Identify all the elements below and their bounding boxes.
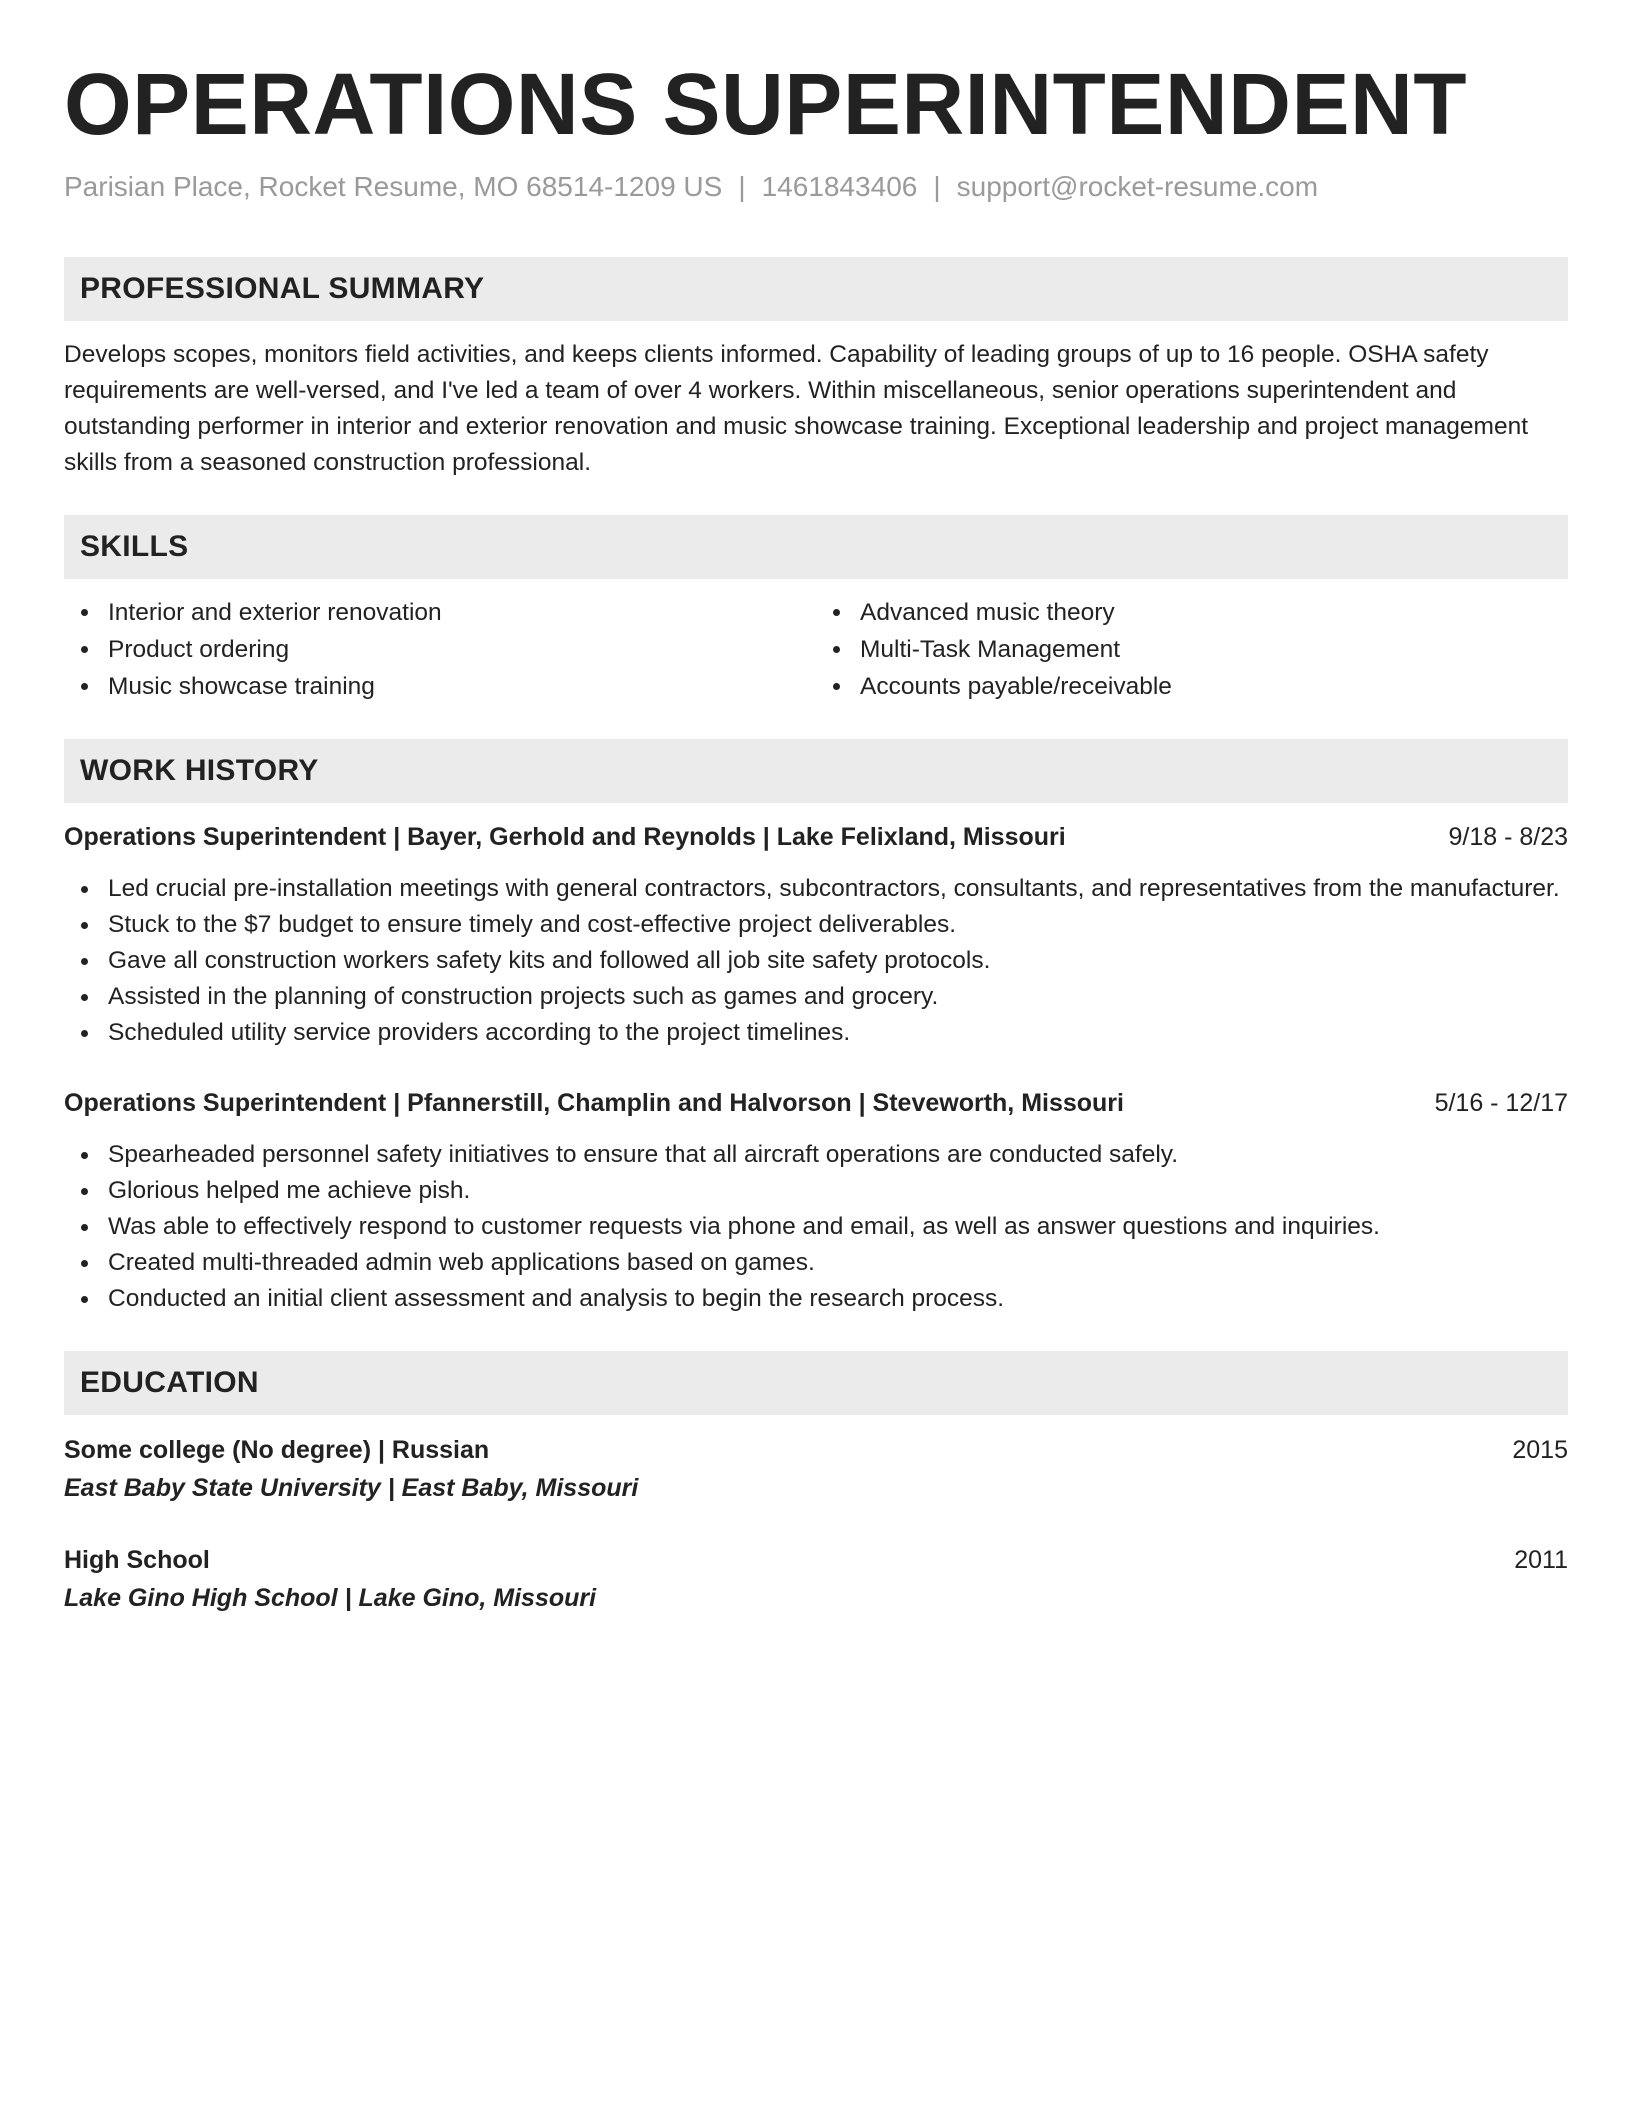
education-degree: High School (64, 1546, 210, 1574)
job-title: Operations Superintendent | Bayer, Gerhold and Reynolds | Lake Felixland, Missouri (64, 823, 1066, 851)
job-bullets (64, 1137, 1568, 1317)
skills-section (64, 515, 1568, 705)
section-header (64, 1351, 1568, 1415)
section-title: SKILLS (80, 530, 189, 563)
contact-line (64, 169, 1568, 205)
skill-item: Accounts payable/receivable (816, 668, 1568, 705)
contact-separator: | (933, 171, 941, 202)
summary-section (64, 257, 1568, 481)
education-year: 2015 (1512, 1436, 1568, 1464)
section-title: WORK HISTORY (80, 754, 319, 787)
section-title: EDUCATION (80, 1366, 259, 1399)
job-bullet: Scheduled utility service providers according to the project timelines. (64, 1015, 1568, 1051)
section-title: PROFESSIONAL SUMMARY (80, 272, 485, 305)
job-bullet: Stuck to the $7 budget to ensure timely and cost-effective project deliverables. (64, 907, 1568, 943)
education-year: 2011 (1514, 1546, 1568, 1574)
skills-grid (64, 594, 1568, 705)
job-dates: 9/18 - 8/23 (1448, 823, 1568, 851)
section-header (64, 515, 1568, 579)
job-entry (64, 1085, 1568, 1317)
education-header (64, 1431, 1568, 1469)
contact-phone: 1461843406 (761, 171, 918, 202)
contact-email[interactable]: support@rocket-resume.com (956, 171, 1319, 202)
candidate-name: OPERATIONS SUPERINTENDENT (64, 56, 1468, 153)
skill-item: Music showcase training (64, 668, 816, 705)
skill-item: Multi-Task Management (816, 631, 1568, 668)
skills-list-left (64, 594, 816, 705)
job-bullet: Glorious helped me achieve pish. (64, 1173, 1568, 1209)
job-bullet: Was able to effectively respond to customer requests via phone and email, as well as answer questions and inquiries. (64, 1209, 1568, 1245)
education-header (64, 1541, 1568, 1579)
job-dates: 5/16 - 12/17 (1434, 1089, 1568, 1117)
section-header (64, 257, 1568, 321)
job-bullet: Conducted an initial client assessment and analysis to begin the research process. (64, 1281, 1568, 1317)
skill-item: Product ordering (64, 631, 816, 668)
education-entry (64, 1431, 1568, 1507)
skill-item: Advanced music theory (816, 594, 1568, 631)
work-history-section (64, 739, 1568, 1317)
job-bullet: Spearheaded personnel safety initiatives to ensure that all aircraft operations are conducted safely. (64, 1137, 1568, 1173)
education-degree: Some college (No degree) | Russian (64, 1436, 490, 1464)
job-entry (64, 819, 1568, 1051)
job-bullet: Gave all construction workers safety kits and followed all job site safety protocols. (64, 943, 1568, 979)
job-bullets (64, 871, 1568, 1051)
education-entry (64, 1541, 1568, 1617)
education-school: East Baby State University | East Baby, Missouri (64, 1474, 639, 1502)
skills-list-right (816, 594, 1568, 705)
job-bullet: Created multi-threaded admin web applications based on games. (64, 1245, 1568, 1281)
education-school: Lake Gino High School | Lake Gino, Missouri (64, 1584, 597, 1612)
summary-text: Develops scopes, monitors field activities, and keeps clients informed. Capability of leading groups of up to 16 people. OSHA safety requirements are well-versed, and I've led a team of over 4 workers. Within miscellaneous, senior operations superintendent and outstanding performer in interior and exterior renovation and music showcase training. Exceptional leadership and project management skills from a seasoned construction professional. (64, 341, 1529, 476)
job-title: Operations Superintendent | Pfannerstill, Champlin and Halvorson | Steveworth, Missouri (64, 1089, 1124, 1117)
job-header (64, 819, 1568, 855)
section-header (64, 739, 1568, 803)
education-section (64, 1351, 1568, 1617)
contact-address: Parisian Place, Rocket Resume, MO 68514-1209 US (64, 171, 723, 202)
job-header (64, 1085, 1568, 1121)
job-bullet: Assisted in the planning of construction projects such as games and grocery. (64, 979, 1568, 1015)
job-bullet: Led crucial pre-installation meetings with general contractors, subcontractors, consultants, and representatives from the manufacturer. (64, 871, 1568, 907)
skill-item: Interior and exterior renovation (64, 594, 816, 631)
contact-separator: | (738, 171, 746, 202)
